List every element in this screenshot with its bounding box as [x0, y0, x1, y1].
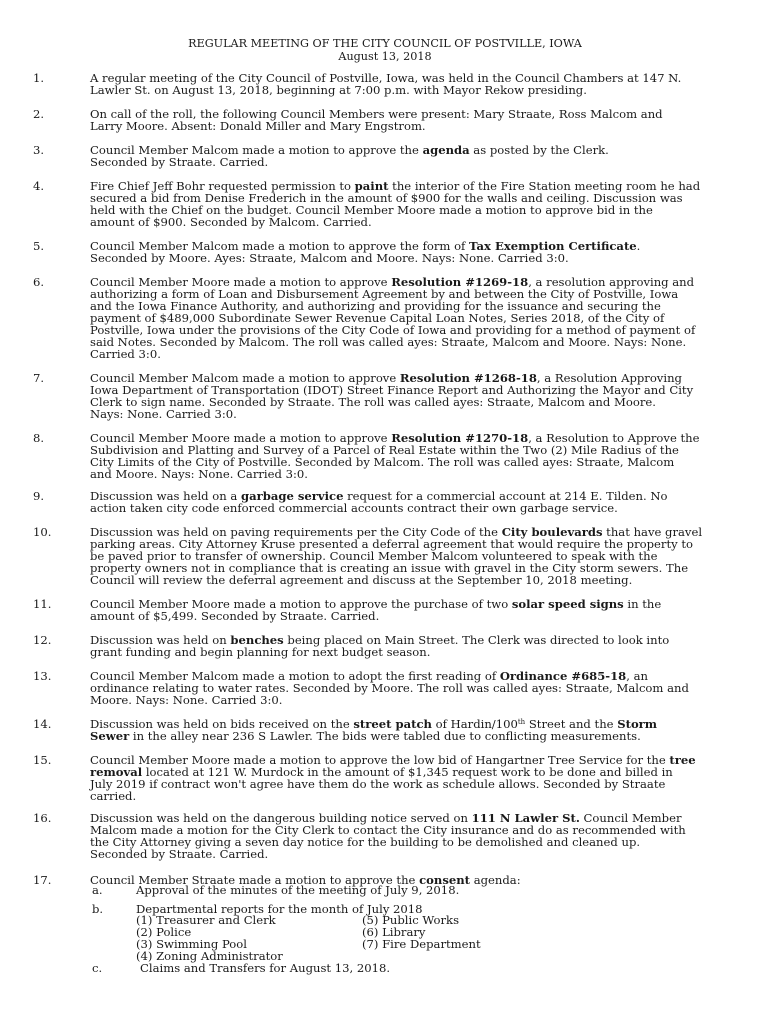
consent-item-b-letter: b.: [92, 902, 104, 916]
item-number: 2.: [33, 107, 45, 121]
item-text-line: Council Member Moore made a motion to approve Resolution #1270-18, a Resolution to Approve the: [90, 431, 700, 445]
item-number: 11.: [33, 597, 52, 611]
item-number: 16.: [33, 811, 52, 825]
report-item: (3) Swimming Pool: [136, 937, 247, 951]
item-text-line: Seconded by Moore. Ayes: Straate, Malcom and Moore. Nays: None. Carried 3:0.: [90, 251, 569, 265]
item-text-line: Discussion was held on paving requirements per the City Code of the City boulevards that have gravel: [90, 525, 703, 539]
item-number: 9.: [33, 489, 45, 503]
item-text-line: Sewer in the alley near 236 S Lawler. The bids were tabled due to conflicting measurements.: [90, 729, 641, 743]
item-text-line: Seconded by Straate. Carried.: [90, 847, 269, 861]
item-text-line: payment of $489,000 Subordinate Sewer Revenue Capital Loan Notes, Series 2018, of the City of: [90, 311, 665, 325]
report-item: (1) Treasurer and Clerk: [136, 913, 276, 927]
item-text-line: carried.: [90, 789, 137, 803]
item-number: 15.: [33, 753, 52, 767]
item-text-line: Council Member Malcom made a motion to approve the agenda as posted by the Clerk.: [90, 143, 609, 157]
item-text-line: Clerk to sign name. Seconded by Straate. The roll was called ayes: Straate, Malcom and Moore.: [90, 395, 656, 409]
item-text-line: Iowa Department of Transportation (IDOT) Street Finance Report and Authorizing the Mayor and City: [90, 383, 694, 397]
item-text-line: ordinance relating to water rates. Seconded by Moore. The roll was called ayes: Straate, Malcom and: [90, 681, 689, 695]
item-number: 3.: [33, 143, 45, 157]
item-text-line: be paved prior to transfer of ownership. Council Member Malcom volunteered to speak with the: [90, 549, 658, 563]
item-text-line: property owners not in compliance that is creating an issue with gravel in the City storm sewers. The: [90, 561, 689, 575]
item-number: 12.: [33, 633, 52, 647]
item-text-line: Council Member Moore made a motion to approve Resolution #1269-18, a resolution approving and: [90, 275, 695, 289]
meeting-date: August 13, 2018: [338, 49, 432, 63]
item-text-line: held with the Chief on the budget. Council Member Moore made a motion to approve bid in the: [90, 203, 653, 217]
item-text-line: Discussion was held on a garbage service request for a commercial account at 214 E. Tilden. No: [90, 489, 668, 503]
item-number: 4.: [33, 179, 45, 193]
item-text-line: Lawler St. on August 13, 2018, beginning at 7:00 p.m. with Mayor Rekow presiding.: [90, 83, 587, 97]
item-text-line: said Notes. Seconded by Malcom. The roll was called ayes: Straate, Malcom and Moore. Nays: None.: [90, 335, 687, 349]
item-text-line: Moore. Nays: None. Carried 3:0.: [90, 693, 283, 707]
item-text-line: authorizing a form of Loan and Disbursement Agreement by and between the City of Postville, Iowa: [90, 287, 679, 301]
item-text-line: removal located at 121 W. Murdock in the amount of $1,345 request work to be done and billed in: [90, 765, 673, 779]
report-item: (2) Police: [136, 925, 192, 939]
item-text-line: action taken city code enforced commercial accounts contract their own garbage service.: [90, 501, 618, 515]
report-item: (4) Zoning Administrator: [136, 949, 283, 963]
item-number: 13.: [33, 669, 52, 683]
item-number: 1.: [33, 71, 45, 85]
item-text-line: Discussion was held on benches being placed on Main Street. The Clerk was directed to look into: [90, 633, 670, 647]
item-text-line: secured a bid from Denise Frederich in the amount of $900 for the walls and ceiling. Discussion was: [90, 191, 683, 205]
item-text-line: A regular meeting of the City Council of Postville, Iowa, was held in the Council Chambers at 147 N.: [90, 71, 682, 85]
item-text-line: grant funding and begin planning for next budget season.: [90, 645, 431, 659]
consent-item-a-letter: a.: [92, 883, 103, 897]
consent-item-b-text: Departmental reports for the month of July 2018: [136, 902, 423, 916]
item-text-line: Council will review the deferral agreement and discuss at the September 10, 2018 meeting.: [90, 573, 633, 587]
item-text-line: City Limits of the City of Postville. Seconded by Malcom. The roll was called ayes: Straate, Malcom: [90, 455, 675, 469]
item-text-line: Council Member Moore made a motion to approve the purchase of two solar speed signs in the: [90, 597, 662, 611]
item-text-line: Discussion was held on the dangerous building notice served on 111 N Lawler St. Council Member: [90, 811, 682, 825]
consent-item-a-text: Approval of the minutes of the meeting of July 9, 2018.: [136, 883, 460, 897]
meeting-title: REGULAR MEETING OF THE CITY COUNCIL OF POSTVILLE, IOWA: [188, 37, 582, 50]
item-text-line: Discussion was held on bids received on the street patch of Hardin/100th Street and the Storm: [90, 717, 658, 731]
item-text-line: parking areas. City Attorney Kruse presented a deferral agreement that would require the property to: [90, 537, 693, 551]
item-text-line: Council Member Malcom made a motion to adopt the first reading of Ordinance #685-18, an: [90, 669, 648, 683]
item-text-line: Seconded by Straate. Carried.: [90, 155, 269, 169]
item-text-line: On call of the roll, the following Council Members were present: Mary Straate, Ross Malcom and: [90, 107, 663, 121]
item-text-line: Carried 3:0.: [90, 347, 161, 361]
report-item: (5) Public Works: [362, 913, 460, 927]
item-text-line: July 2019 if contract won't agree have them do the work as schedule allows. Seconded by Straate: [90, 777, 666, 791]
document-header: [0, 38, 770, 63]
item-text-line: Nays: None. Carried 3:0.: [90, 407, 237, 421]
item-text-line: Postville, Iowa under the provisions of the City Code of Iowa and providing for a method of payment of: [90, 323, 696, 337]
item-text-line: Malcom made a motion for the City Clerk to contact the City insurance and do as recommended with: [90, 823, 686, 837]
item-text-line: amount of $900. Seconded by Malcom. Carried.: [90, 215, 372, 229]
item-text-line: Council Member Malcom made a motion to approve the form of Tax Exemption Certificate.: [90, 239, 641, 253]
report-item: (7) Fire Department: [362, 937, 481, 951]
item-text-line: Fire Chief Jeff Bohr requested permission to paint the interior of the Fire Station meeting room he had: [90, 179, 701, 193]
item-text-line: and the Iowa Finance Authority, and authorizing and providing for the issuance and securing the: [90, 299, 661, 313]
item-text-line: Council Member Straate made a motion to approve the consent agenda:: [90, 873, 521, 887]
consent-item-c-letter: c.: [92, 961, 103, 975]
item-number: 8.: [33, 431, 45, 445]
item-number: 6.: [33, 275, 45, 289]
item-text-line: and Moore. Nays: None. Carried 3:0.: [90, 467, 308, 481]
item-number: 14.: [33, 717, 52, 731]
item-text-line: Larry Moore. Absent: Donald Miller and Mary Engstrom.: [90, 119, 426, 133]
item-number: 17.: [33, 873, 52, 887]
item-text-line: Subdivision and Platting and Survey of a Parcel of Real Estate within the Two (2) Mile Radius of the: [90, 443, 679, 457]
item-text-line: amount of $5,499. Seconded by Straate. Carried.: [90, 609, 380, 623]
item-text-line: Council Member Malcom made a motion to approve Resolution #1268-18, a Resolution Approving: [90, 371, 682, 385]
item-number: 5.: [33, 239, 45, 253]
consent-item-c-text: Claims and Transfers for August 13, 2018.: [140, 961, 391, 975]
item-text-line: Council Member Moore made a motion to approve the low bid of Hangartner Tree Service for the tree: [90, 753, 696, 767]
item-number: 7.: [33, 371, 45, 385]
report-item: (6) Library: [362, 925, 426, 939]
item-text-line: the City Attorney giving a seven day notice for the building to be demolished and cleaned up.: [90, 835, 641, 849]
item-number: 10.: [33, 525, 52, 539]
